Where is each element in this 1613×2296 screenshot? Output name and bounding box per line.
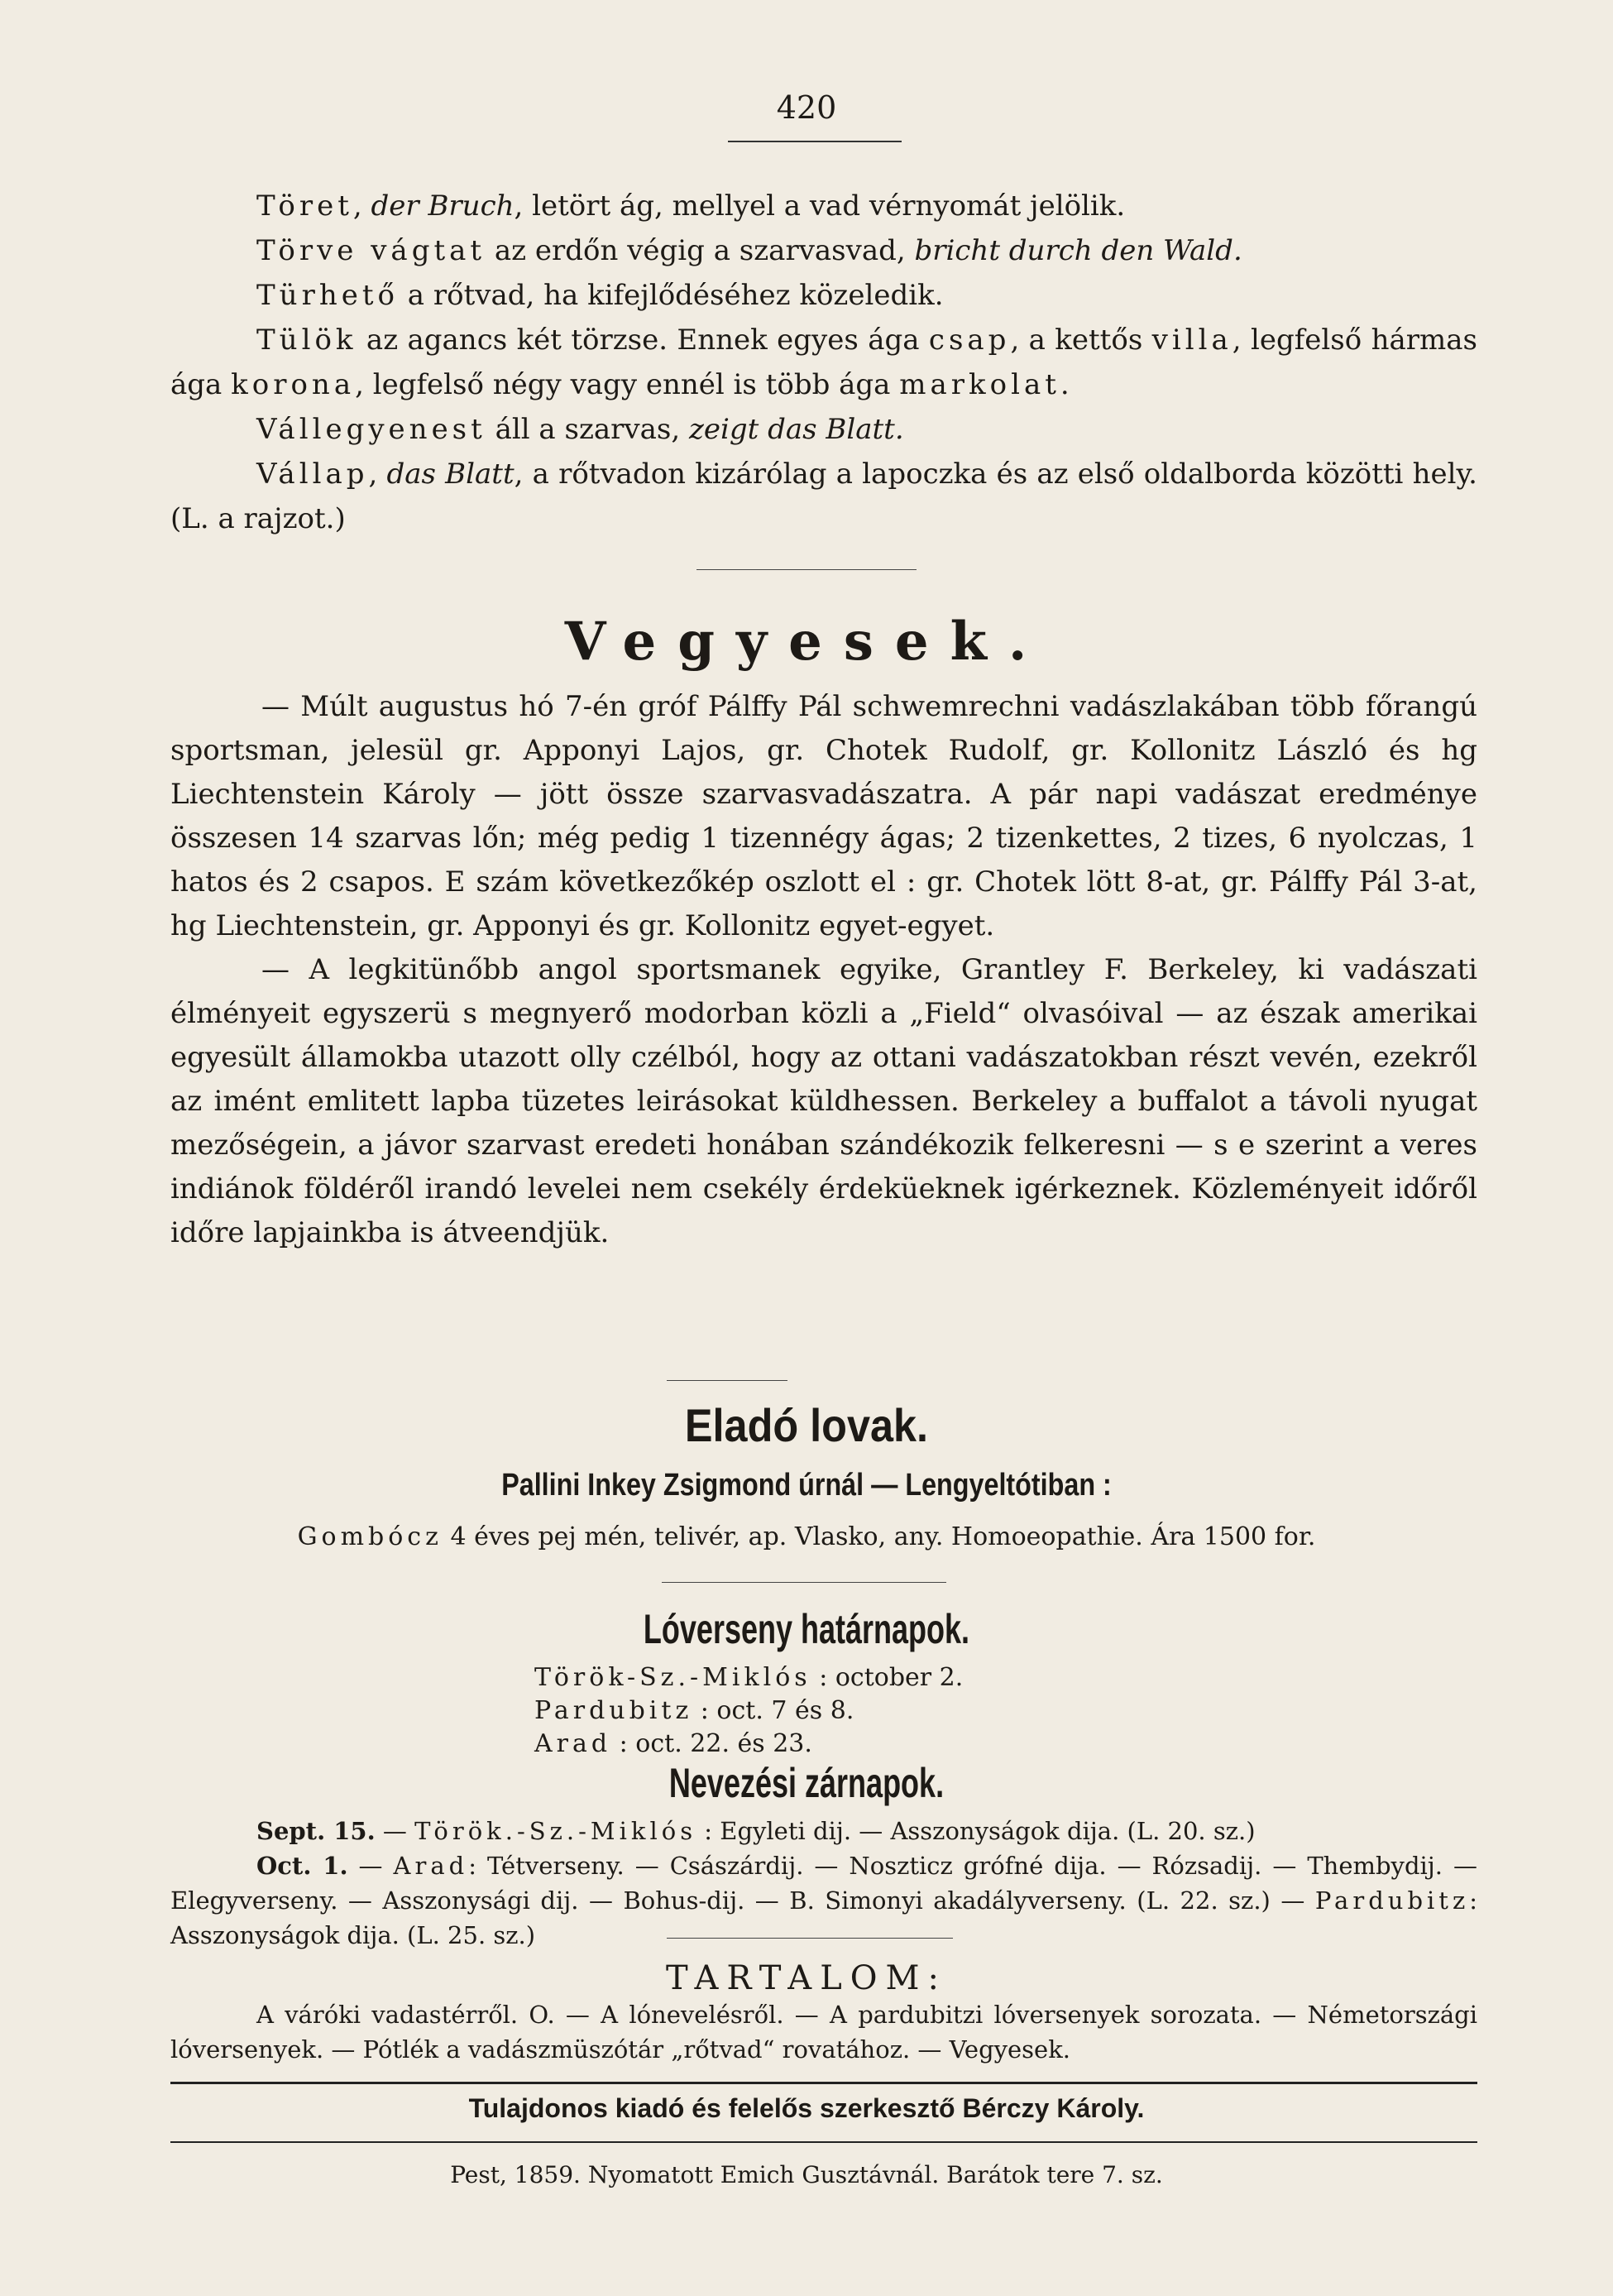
- glossary-text: , legfelső négy vagy ennél is több ága: [355, 368, 900, 401]
- spaced-term: csap: [928, 324, 1011, 357]
- glossary-text: , letört ág, mellyel a vad vérnyomát jelölik.: [514, 189, 1126, 223]
- divider: [667, 1380, 787, 1381]
- german-term: bricht durch den Wald.: [914, 234, 1242, 267]
- spaced-term: korona: [231, 368, 356, 401]
- glossary-entry: [170, 273, 1477, 318]
- sale-subtitle: Pallini Inkey Zsigmond úrnál — Lengyeltótiban :: [501, 1468, 1112, 1503]
- glossary-term: Törve vágtat: [256, 234, 486, 267]
- closing-oct: Oct. 1. — Arad: Tétverseny. — Császárdij. — Noszticz grófné dija. — Rózsadij. — Thembydij. — Elegyverseny. — Asszonysági dij. — Bohus-dij. — B. Simonyi akadályverseny. (L. 22. sz.) — Pardubitz: Asszonyságok dija. (L. 25. sz.): [170, 1852, 1477, 1949]
- glossary-text: , a kettős: [1010, 324, 1152, 357]
- glossary-term: Vállegyenest: [256, 413, 486, 446]
- glossary-entry: [170, 228, 1477, 273]
- race-when: : oct. 22. és 23.: [611, 1729, 812, 1758]
- spaced-term: markolat: [899, 368, 1060, 401]
- closing-dates: [170, 1814, 1477, 1953]
- news-item: — Múlt augustus hó 7-én gróf Pálffy Pál schwemrechni vadászlakában több főrangú sportsman, jelesül gr. Apponyi Lajos, gr. Chotek Rudolf, gr. Kollonitz László és hg Liechtenstein Károly — jött össze szarvasvadászatra. A pár napi vadászat eredménye összesen 14 szarvas lőn; még pedig 1 tizennégy ágas; 2 tizenkettes, 2 tizes, 6 nyolczas, 1 hatos és 2 csapos. E szám következőkép oszlott el : gr. Chotek lött 8-at, gr. Pálffy Pál 3-at, hg Liechtenstein, gr. Apponyi és gr. Kollonitz egyet-egyet.: [170, 690, 1477, 942]
- glossary-term: Vállap: [256, 458, 369, 491]
- glossary-text: ,: [352, 189, 371, 223]
- race-when: : october 2.: [811, 1663, 964, 1692]
- glossary-term: Töret: [256, 189, 353, 223]
- race-place: Pardubitz: [534, 1696, 693, 1725]
- sale-title: Eladó lovak.: [684, 1399, 929, 1451]
- glossary-text: .: [1060, 368, 1070, 401]
- german-term: das Blatt: [386, 458, 515, 491]
- glossary-term: Tülök: [256, 324, 357, 357]
- divider-bold: [170, 2082, 1477, 2084]
- news-section: [170, 685, 1477, 1255]
- race-date: [534, 1663, 963, 1692]
- race-date: [534, 1696, 854, 1725]
- glossary-text: ,: [368, 458, 387, 491]
- race-place: Török-Sz.-Miklós: [534, 1663, 811, 1692]
- horse-name: Gombócz: [297, 1522, 443, 1551]
- glossary-section: [170, 184, 1477, 541]
- spaced-term: villa: [1151, 324, 1232, 357]
- glossary-text: , a rőtvadon kizárólag a lapoczka és az első oldalborda közötti hely. (L. a rajzot.): [170, 458, 1477, 535]
- horse-desc: 4 éves pej mén, telivér, ap. Vlasko, any. Homoeopathie. Ára 1500 for.: [442, 1522, 1316, 1551]
- race-place: Arad: [534, 1729, 612, 1758]
- page-number-rule: [728, 141, 902, 142]
- german-term: zeigt das Blatt.: [688, 413, 904, 446]
- glossary-term: Türhető: [256, 279, 399, 312]
- owner-line: Tulajdonos kiadó és felelős szerkesztő Bérczy Károly.: [468, 2093, 1145, 2123]
- glossary-entry: [170, 452, 1477, 541]
- glossary-entry: [170, 318, 1477, 407]
- glossary-text: az agancs két törzse. Ennek egyes ága: [357, 324, 929, 357]
- closing-title: Nevezési zárnapok.: [668, 1760, 945, 1806]
- race-when: : oct. 7 és 8.: [692, 1696, 854, 1725]
- glossary-entry: [170, 407, 1477, 452]
- news-item: — A legkitünőbb angol sportsmanek egyike, Grantley F. Berkeley, ki vadászati élményeit egyszerü s megnyerő modorban közli a „Field“ olvasóival — az észak amerikai egyesült államokba utazott olly czélból, hogy az ottani vadászatokban részt vevén, ezekről az imént emlitett lapba tüzetes leirásokat küldhessen. Berkeley a buffalot a távoli nyugat mezőségein, a jávor szarvast eredeti honában szándékozik felkeresni — s e szerint a veres indiánok földéről irandó levelei nem csekély érdeküeknek igérkeznek. Közleményeit időről időre lapjainkba is átveendjük.: [170, 953, 1477, 1249]
- closing-sept: Sept. 15. — Török.-Sz.-Miklós : Egyleti dij. — Asszonyságok dija. (L. 20. sz.): [256, 1817, 1256, 1845]
- divider: [696, 569, 917, 570]
- race-date: [534, 1729, 812, 1758]
- section-title: Vegyesek.: [564, 611, 1049, 673]
- glossary-text: , legfelső hármas ága: [170, 324, 1477, 401]
- glossary-text: a rőtvad, ha kifejlődéséhez közeledik.: [398, 279, 944, 312]
- glossary-entry: [170, 184, 1477, 228]
- divider: [667, 1938, 953, 1939]
- page-number: 420: [776, 89, 837, 126]
- contents-text: A váróki vadastérről. O. — A lónevelésről. — A pardubitzi lóversenyek sorozata. — Németországi lóversenyek. — Pótlék a vadászmüszótár „rőtvad“ rovatához. — Vegyesek.: [170, 2001, 1477, 2064]
- divider: [662, 1582, 946, 1583]
- races-title: Lóverseny határnapok.: [643, 1606, 970, 1652]
- german-term: der Bruch: [371, 189, 515, 223]
- divider: [170, 2141, 1477, 2143]
- sale-ad: [0, 1522, 1613, 1551]
- glossary-text: áll a szarvas,: [486, 413, 689, 446]
- glossary-text: az erdőn végig a szarvasvad,: [486, 234, 915, 267]
- contents-title: TARTALOM:: [666, 1959, 947, 1997]
- imprint-line: Pest, 1859. Nyomatott Emich Gusztávnál. Barátok tere 7. sz.: [450, 2161, 1163, 2188]
